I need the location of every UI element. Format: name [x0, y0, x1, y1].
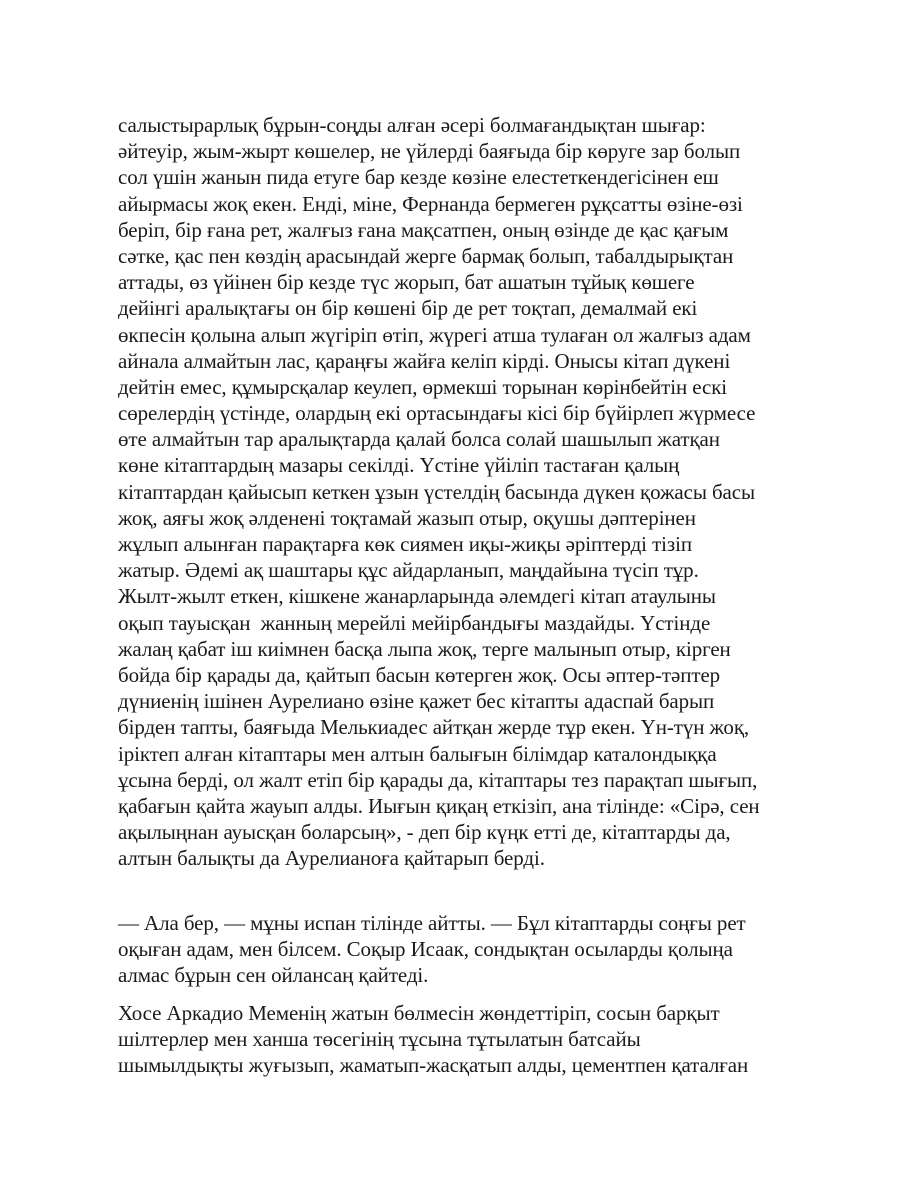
text-line: сол үшін жанын пида етуге бар кезде көзіне елестеткендегісінен еш [118, 165, 719, 190]
text-line: дүниенің ішінен Аурелиано өзіне қажет бес кітапты адаспай барып [118, 689, 715, 714]
text-line: аттады, өз үйінен бір кезде түс жорып, бат ашатын тұйық көшеге [118, 270, 695, 295]
text-line: айнала алмайтын лас, қараңғы жайға келіп кірді. Онысы кітап дүкені [118, 348, 731, 373]
text-line: Хосе Аркадио Меменің жатын бөлмесін жөндеттіріп, сосын барқыт [118, 1001, 720, 1025]
text-line: алтын балықты да Аурелианоға қайтарып берді. [118, 846, 545, 871]
text-line: сәтке, қас пен көздің арасындай жерге бармақ болып, табалдырықтан [118, 243, 734, 268]
text-line: айырмасы жоқ екен. Енді, міне, Фернанда бермеген рұқсатты өзіне-өзі [118, 191, 743, 216]
text-line: ұсына берді, ол жалт етіп бір қарады да, кітаптары тез парақтап шығып, [118, 767, 758, 792]
text-line: бірден тапты, баяғыда Мелькиадес айтқан жерде тұр екен. Үн-түн жоқ, [118, 715, 750, 740]
text-line: бойда бір қарады да, қайтып басын көтерген жоқ. Осы әптер-тәптер [118, 662, 721, 687]
paragraph-1 [118, 112, 818, 871]
text-line: кітаптардан қайысып кеткен ұзын үстелдің басында дүкен қожасы басы [118, 479, 756, 504]
text-line: Жылт-жылт еткен, кішкене жанарларында әлемдегі кітап атаулыны [118, 584, 716, 609]
paragraph-3 [118, 1000, 818, 1079]
text-line: дейінгі аралықтағы он бір көшені бір де рет тоқтап, демалмай екі [118, 296, 698, 321]
text-line: өте алмайтын тар аралықтарда қалай болса солай шашылып жатқан [118, 427, 720, 452]
text-line: жалаң қабат іш киімнен басқа лыпа жоқ, терге малынып отыр, кірген [118, 636, 731, 661]
text-line: әйтеуір, жым-жырт көшелер, не үйлерді баяғыда бір көруге зар болып [118, 139, 741, 164]
text-line: беріп, бір ғана рет, жалғыз ғана мақсатпен, оның өзінде де қас қағым [118, 217, 729, 242]
text-line: — Ала бер, — мұны испан тілінде айтты. — Бұл кітаптарды соңғы рет [118, 911, 746, 935]
text-line: жұлып алынған парақтарға көк сиямен иқы-жиқы әріптерді тізіп [118, 532, 692, 556]
text-line: дейтін емес, құмырсқалар кеулеп, өрмекші торынан көрінбейтін ескі [118, 374, 728, 399]
text-line: оқып тауысқан жанның мерейлі мейірбандығы маздайды. Үстінде [118, 610, 711, 635]
text-line: қабағын қайта жауып алды. Иығын қиқаң еткізіп, ана тілінде: «Сірә, сен [118, 793, 760, 818]
text-line: сөрелердің үстінде, олардың екі ортасындағы кісі бір бүйірлеп жүрмесе [118, 401, 756, 426]
text-line: өкпесін қолына алып жүгіріп өтіп, жүрегі атша тулаған ол жалғыз адам [118, 322, 751, 347]
text-line: алмас бұрын сен ойлансаң қайтеді. [118, 963, 429, 988]
text-line: жатыр. Әдемі ақ шаштары құс айдарланып, маңдайына түсіп тұр. [118, 558, 699, 583]
text-line: оқыған адам, мен білсем. Соқыр Исаак, сондықтан осыларды қолыңа [118, 937, 733, 962]
text-line: ақылыңнан ауысқан боларсың», - деп бір күңк етті де, кітаптарды да, [118, 820, 731, 845]
text-line: шілтерлер мен ханша төсегінің тұсына тұтылатын батсайы [118, 1027, 641, 1052]
paragraph-2 [118, 910, 818, 989]
text-line: көне кітаптардың мазары секілді. Үстіне үйіліп тастаған қалың [118, 453, 680, 478]
text-line: жоқ, аяғы жоқ әлденені тоқтамай жазып отыр, оқушы дәптерінен [118, 505, 696, 530]
text-line: іріктеп алған кітаптары мен алтын балығын білімдар каталондыққа [118, 741, 717, 766]
text-line: шымылдықты жуғызып, жаматып-жасқатып алды, цементпен қаталған [118, 1053, 749, 1078]
text-line: салыстырарлық бұрын-соңды алған әсері болмағандықтан шығар: [118, 113, 706, 137]
